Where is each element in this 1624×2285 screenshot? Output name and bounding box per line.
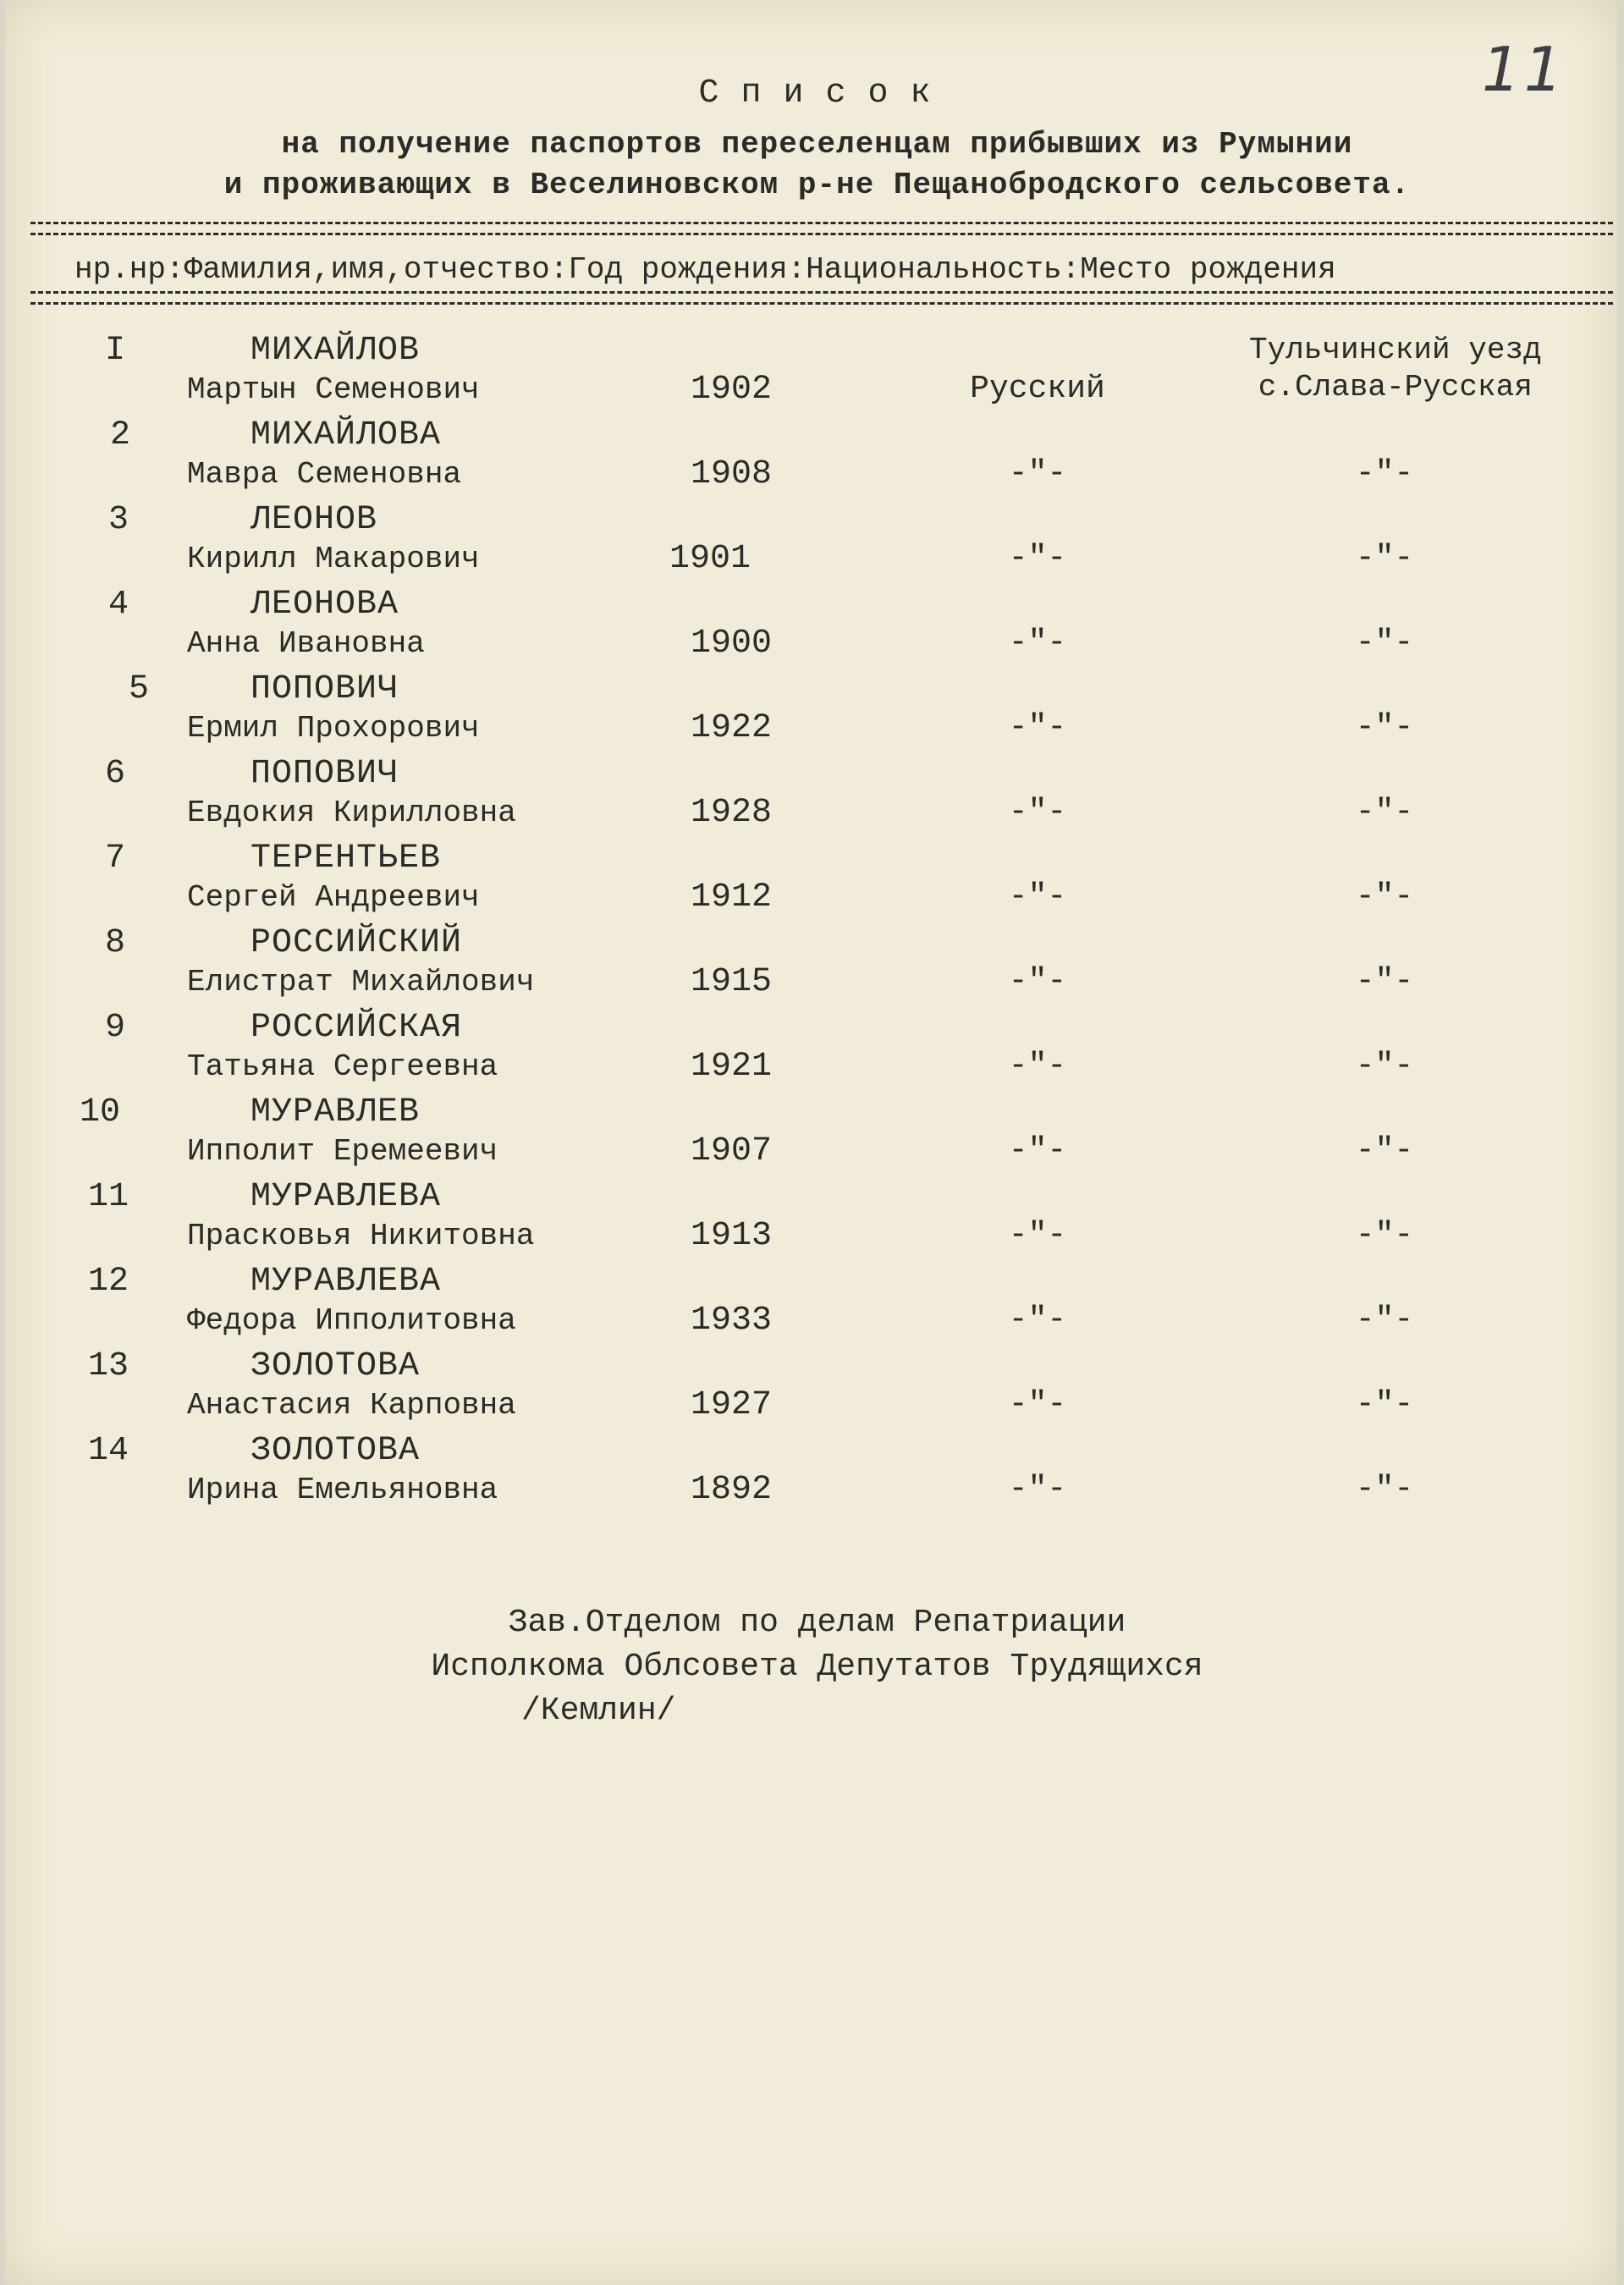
table-row xyxy=(5,1263,1624,1347)
table-row xyxy=(5,1093,1624,1178)
row-number: 7 xyxy=(105,840,126,878)
row-nationality-ditto: -"- xyxy=(1008,709,1067,746)
row-nationality: Русский xyxy=(970,371,1105,407)
row-birthplace-ditto: -"- xyxy=(1355,540,1414,576)
row-nationality-ditto: -"- xyxy=(1008,540,1067,576)
row-given-name: Ирина Емельяновна xyxy=(187,1473,498,1507)
row-birthplace-ditto: -"- xyxy=(1355,1386,1414,1423)
row-nationality-ditto: -"- xyxy=(1008,1302,1067,1338)
table-row xyxy=(5,416,1624,501)
row-surname: МУРАВЛЕВ xyxy=(250,1093,421,1131)
row-nationality-ditto: -"- xyxy=(1008,1132,1067,1169)
row-given-name: Сергей Андреевич xyxy=(187,880,480,915)
row-nationality-ditto: -"- xyxy=(1008,1048,1067,1084)
row-birthplace-ditto: -"- xyxy=(1355,1217,1414,1253)
document-subtitle-line-1: на получение паспортов переселенцам прибывших из Румынии xyxy=(281,127,1353,162)
signature-name: /Кемлин/ xyxy=(521,1693,676,1729)
document-subtitle-line-2: и проживающих в Веселиновском р-не Пещанобродского сельсовета. xyxy=(223,168,1411,202)
row-number: 9 xyxy=(105,1009,126,1047)
page-number: 11 xyxy=(1482,34,1566,105)
table-row xyxy=(5,332,1624,416)
row-surname: ЗОЛОТОВА xyxy=(250,1432,421,1470)
row-given-name: Елистрат Михайлович xyxy=(187,965,535,999)
row-surname: ПОПОВИЧ xyxy=(250,670,399,708)
row-birthplace-line-2: с.Слава-Русская xyxy=(1258,370,1533,405)
table-row xyxy=(5,586,1624,670)
row-birth-year: 1933 xyxy=(691,1302,773,1340)
row-given-name: Анна Ивановна xyxy=(187,626,425,661)
table-row xyxy=(5,1178,1624,1263)
row-birth-year: 1922 xyxy=(691,709,773,747)
row-birth-year: 1901 xyxy=(669,540,751,578)
row-birthplace-ditto: -"- xyxy=(1355,963,1414,999)
row-surname: ЛЕОНОВ xyxy=(250,501,378,539)
table-row xyxy=(5,755,1624,840)
row-nationality-ditto: -"- xyxy=(1008,878,1067,915)
row-birth-year: 1907 xyxy=(691,1132,773,1170)
row-birthplace-ditto: -"- xyxy=(1355,1132,1414,1169)
row-birthplace-ditto: -"- xyxy=(1355,794,1414,830)
row-number: 12 xyxy=(88,1263,129,1301)
signature-title-line-2: Исполкома Облсовета Депутатов Трудящихся xyxy=(431,1649,1203,1685)
table-row xyxy=(5,840,1624,924)
row-surname: МУРАВЛЕВА xyxy=(250,1263,442,1301)
row-birth-year: 1902 xyxy=(691,371,773,409)
row-birthplace-ditto: -"- xyxy=(1355,709,1414,746)
row-birthplace-ditto: -"- xyxy=(1355,1048,1414,1084)
row-number: 8 xyxy=(105,924,126,962)
row-birthplace xyxy=(1249,332,1542,406)
row-surname: МИХАЙЛОВ xyxy=(250,332,421,370)
header-num: нр.нр: xyxy=(74,252,184,287)
row-surname: ЛЕОНОВА xyxy=(250,586,399,624)
row-birth-year: 1915 xyxy=(691,963,773,1001)
row-number: 11 xyxy=(88,1178,129,1216)
header-nationality: Национальность: xyxy=(806,252,1081,287)
row-given-name: Ипполит Еремеевич xyxy=(187,1134,498,1169)
row-birth-year: 1913 xyxy=(691,1217,773,1255)
row-given-name: Мартын Семенович xyxy=(187,372,480,407)
header-year: Год рождения: xyxy=(568,252,806,287)
row-birthplace-line-1: Тульчинский уезд xyxy=(1249,333,1542,367)
row-surname: РОССИЙСКАЯ xyxy=(250,1009,463,1047)
header-birthplace: Место рождения xyxy=(1080,252,1336,287)
row-given-name: Прасковья Никитовна xyxy=(187,1219,535,1253)
row-given-name: Анастасия Карповна xyxy=(187,1388,516,1423)
row-birth-year: 1921 xyxy=(691,1048,773,1086)
row-nationality-ditto: -"- xyxy=(1008,1386,1067,1423)
row-birthplace-ditto: -"- xyxy=(1355,625,1414,661)
table-row xyxy=(5,1009,1624,1093)
row-birthplace-ditto: -"- xyxy=(1355,455,1414,492)
row-given-name: Евдокия Кирилловна xyxy=(187,796,516,830)
row-given-name: Федора Ипполитовна xyxy=(187,1303,516,1338)
row-surname: ЗОЛОТОВА xyxy=(250,1347,421,1385)
row-given-name: Мавра Семеновна xyxy=(187,457,462,492)
document-sheet xyxy=(5,0,1617,2285)
header-name: Фамилия,имя,отчество: xyxy=(184,252,569,287)
table-row xyxy=(5,924,1624,1009)
row-nationality-ditto: -"- xyxy=(1008,1471,1067,1507)
header-divider-top xyxy=(30,222,1613,235)
row-number: 10 xyxy=(80,1093,121,1131)
row-birth-year: 1927 xyxy=(691,1386,773,1424)
table-row xyxy=(5,1347,1624,1432)
row-nationality-ditto: -"- xyxy=(1008,1217,1067,1253)
row-number: 2 xyxy=(110,416,131,454)
row-birth-year: 1912 xyxy=(691,878,773,917)
row-surname: РОССИЙСКИЙ xyxy=(250,924,463,962)
row-nationality-ditto: -"- xyxy=(1008,455,1067,492)
table-row xyxy=(5,1432,1624,1517)
row-number: 3 xyxy=(108,501,129,539)
document-title: Список xyxy=(698,74,953,113)
table-row xyxy=(5,501,1624,586)
row-surname: МИХАЙЛОВА xyxy=(250,416,442,454)
table-header xyxy=(74,252,1336,287)
row-number: 13 xyxy=(88,1347,129,1385)
row-number: 4 xyxy=(108,586,129,624)
row-number: 5 xyxy=(129,670,150,708)
row-birthplace-ditto: -"- xyxy=(1355,1302,1414,1338)
row-number: I xyxy=(105,332,126,370)
row-birth-year: 1900 xyxy=(691,625,773,663)
row-number: 14 xyxy=(88,1432,129,1470)
row-surname: МУРАВЛЕВА xyxy=(250,1178,442,1216)
row-birth-year: 1908 xyxy=(691,455,773,493)
row-given-name: Татьяна Сергеевна xyxy=(187,1049,498,1084)
table-row xyxy=(5,670,1624,755)
row-surname: ТЕРЕНТЬЕВ xyxy=(250,840,442,878)
row-nationality-ditto: -"- xyxy=(1008,963,1067,999)
row-birthplace-ditto: -"- xyxy=(1355,1471,1414,1507)
row-number: 6 xyxy=(105,755,126,793)
signature-title-line-1: Зав.Отделом по делам Репатриации xyxy=(508,1605,1126,1641)
row-nationality-ditto: -"- xyxy=(1008,794,1067,830)
row-nationality-ditto: -"- xyxy=(1008,625,1067,661)
row-given-name: Кирилл Макарович xyxy=(187,542,480,576)
row-surname: ПОПОВИЧ xyxy=(250,755,399,793)
row-birth-year: 1892 xyxy=(691,1471,773,1509)
row-given-name: Ермил Прохорович xyxy=(187,711,480,746)
row-birthplace-ditto: -"- xyxy=(1355,878,1414,915)
row-birth-year: 1928 xyxy=(691,794,773,832)
header-divider-bottom xyxy=(30,291,1613,305)
